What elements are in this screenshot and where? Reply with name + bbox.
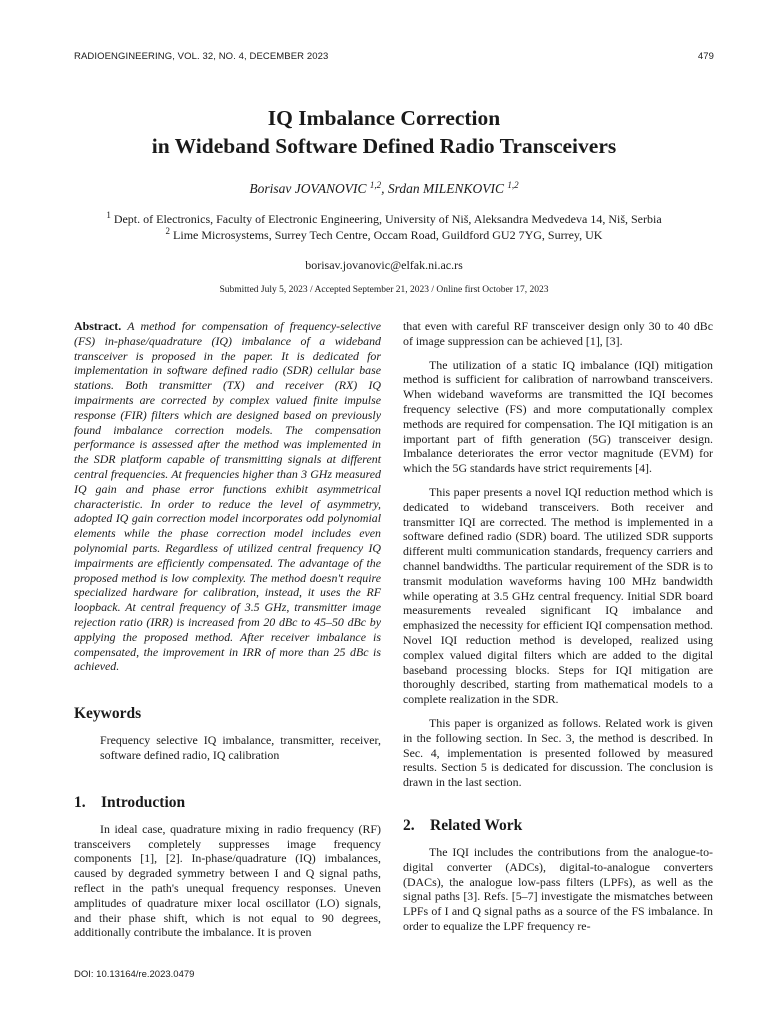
- body-paragraph: This paper presents a novel IQI reduction method which is dedicated to wideband transceivers. Both receiver and transmitter IQI are corrected. The method is implemented in a software defined radio (SDR) board. The utilized SDR supports different multi communication standards, frequency carriers and channel bandwidths. The particular requirement of the SDR is to transmit modulation waveforms having 100 MHz bandwidth while operating at 3.5 GHz central frequency. Initial SDR board measurements revealed significant IQ imbalance and emphasized the necessity for efficient IQI compensation method. Novel IQI reduction method is developed, realized using complex valued digital filters which are added to the digital baseband processing blocks. Steps for IQI mitigation are thoroughly described, starting from mathematical models to a complete realization in the SDR.: [403, 484, 713, 707]
- abstract-text: A method for compensation of frequency-selective (FS) in-phase/quadrature (IQ) imbalance of a wideband transceiver is proposed in the paper. It is dedicated for implementation in software defined radio (SDR) cellular base stations. Both transmitter (TX) and receiver (RX) IQ impairments are corrected by complex valued finite impulse response (FIR) filters which are designed based on previously found imbalance correction models. The compensation performance is assessed after the method was implemented in the SDR platform capable of transmitting signals at different central frequencies. At frequencies higher than 3 GHz measured IQ gain and phase error functions exhibit asymmetrical characteristic. In order to reduce the level of asymmetry, adopted IQ gain correction model incorporates odd polynomial elements while the phase correction model includes even polynomial parts. Regardless of utilized central frequency IQ impairments are efficiently compensated. The advantage of the proposed method is low complexity. The method doesn't require specialized hardware for calibration, instead, it uses the RF loopback. At central frequency of 3.5 GHz, transmitter image rejection ratio (IRR) is increased from 20 dBc to 45–50 dBc by applying the proposed method. After receiver imbalance is compensated, the improvement in IRR of more than 25 dBc is achieved.: [74, 319, 381, 674]
- keywords-text: Frequency selective IQ imbalance, transmitter, receiver, software defined radio, IQ calibration: [100, 733, 381, 762]
- affiliations: [0, 211, 768, 243]
- body-paragraph: In ideal case, quadrature mixing in radio frequency (RF) transceivers completely suppresses image frequency components [1], [2]. In-phase/quadrature (IQ) imbalances, caused by degraded symmetry between I and Q signal paths, reflect in the path's unequal frequency responses. Uneven amplitudes of quadrature mixer local oscillator (LO) signals, and their phase shift, which is not equal to 90 degrees, additionally contribute the imbalance. It is proven: [74, 821, 381, 940]
- author-name: Borisav JOVANOVIC: [249, 181, 367, 196]
- submission-dates: Submitted July 5, 2023 / Accepted September 21, 2023 / Online first October 17, 2023: [219, 285, 549, 295]
- author-separator: ,: [381, 181, 388, 196]
- running-head: [74, 51, 714, 62]
- author-list: [0, 181, 768, 197]
- body-paragraph: that even with careful RF transceiver design only 30 to 40 dBc of image suppression can be achieved [1], [3].: [403, 319, 713, 348]
- affiliation-marker: 1: [106, 210, 111, 220]
- abstract-label: Abstract.: [74, 319, 122, 333]
- affiliation-marker: 2: [165, 226, 171, 236]
- contact-email: borisav.jovanovic@elfak.ni.ac.rs: [305, 258, 463, 272]
- section-title: Related Work: [430, 816, 523, 834]
- author-affiliation-marker: 1,2: [507, 180, 519, 190]
- body-paragraph: The utilization of a static IQ imbalance (IQI) mitigation method is sufficient for calibration of narrowband transceivers. When wideband waveforms are transmitted the IQI becomes frequency selective (FS) and more computationally complex methods are required for compensation. The IQI mitigation is an important part of fifth generation (5G) transceiver design. Imbalance deteriorates the error vector magnitude (EVM) for which the 5G standards have strict requirements [4].: [403, 357, 713, 476]
- author-name: Srdan MILENKOVIC: [387, 181, 504, 196]
- left-column: [74, 319, 381, 949]
- journal-citation: RADIOENGINEERING, VOL. 32, NO. 4, DECEMBER 2023: [74, 51, 329, 62]
- title-line-1: IQ Imbalance Correction: [267, 106, 501, 130]
- body-paragraph: This paper is organized as follows. Related work is given in the following section. In Sec. 3, the method is described. In Sec. 4, implementation is presented followed by measured results. Section 5 is dedicated for discussion. The conclusion is drawn in the last section.: [403, 715, 713, 790]
- section-title: Introduction: [101, 793, 186, 811]
- paper-title: [0, 104, 768, 160]
- right-column: [403, 319, 713, 943]
- keywords-heading: Keywords: [74, 705, 142, 723]
- title-line-2: in Wideband Software Defined Radio Transceivers: [151, 134, 617, 158]
- section-number: 2.: [403, 816, 415, 834]
- affiliation-text: Dept. of Electronics, Faculty of Electronic Engineering, University of Niš, Aleksandra Medvedeva 14, Niš, Serbia: [110, 212, 662, 226]
- abstract: [74, 319, 381, 674]
- affiliation-line: [0, 227, 768, 243]
- affiliation-text: Lime Microsystems, Surrey Tech Centre, Occam Road, Guildford GU2 7YG, Surrey, UK: [170, 228, 603, 242]
- doi-footer: DOI: 10.13164/re.2023.0479: [74, 969, 195, 980]
- section-number: 1.: [74, 793, 86, 811]
- section-heading-related-work: [403, 816, 713, 836]
- author-affiliation-marker: 1,2: [369, 180, 382, 190]
- body-paragraph: The IQI includes the contributions from the analogue-to-digital converter (ADCs), digital-to-analogue converters (DACs), the analogue low-pass filters (LPFs), as well as the signal paths [3]. Refs. [5–7] investigate the mismatches between LPFs of I and Q signal paths as a source of the FS imbalance. In order to equalize the LPF frequency re-: [403, 844, 713, 933]
- page-number: 479: [697, 51, 714, 62]
- section-heading-introduction: [74, 793, 381, 813]
- affiliation-line: [0, 211, 768, 227]
